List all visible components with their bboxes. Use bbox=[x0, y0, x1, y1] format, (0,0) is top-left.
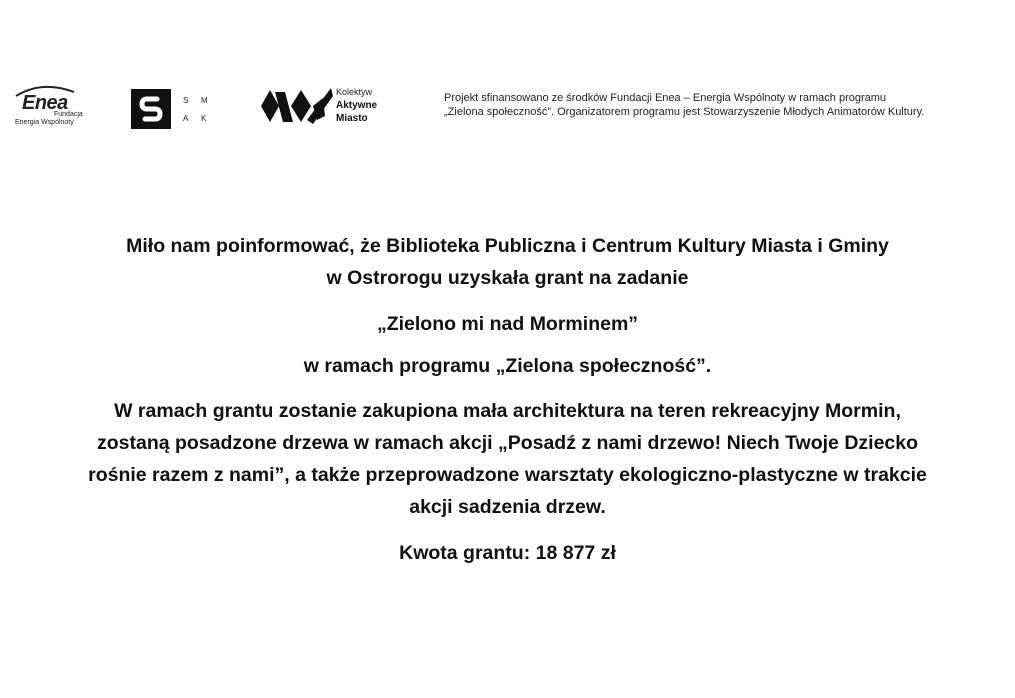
task-title bbox=[0, 308, 1015, 340]
grant-description bbox=[0, 395, 1015, 523]
kolektyw-text-1: Kolektyw bbox=[336, 87, 373, 97]
smak-letter-k: K bbox=[201, 114, 207, 123]
smak-logo bbox=[131, 89, 211, 129]
funding-line-2: „Zielona społeczność”. Organizatorem programu jest Stowarzyszenie Młodych Animatorów Kultury. bbox=[444, 106, 925, 118]
kolektyw-text-2: Aktywne bbox=[336, 100, 378, 111]
grant-amount bbox=[0, 537, 1015, 569]
enea-logo-text: Enea bbox=[22, 92, 68, 114]
desc-line-2: zostaną posadzone drzewa w ramach akcji „Posadź z nami drzewo! Niech Twoje Dziecko bbox=[96, 432, 919, 454]
kolektyw-text-3: Miasto bbox=[336, 113, 368, 124]
desc-line-3: rośnie razem z nami”, a także przeprowadzone warsztaty ekologiczno-plastyczne w trakcie bbox=[88, 464, 927, 486]
intro-line-1: Miło nam poinformować, że Biblioteka Publiczna i Centrum Kultury Miasta i Gminy bbox=[126, 235, 889, 257]
intro-line-2: w Ostrorogu uzyskała grant na zadanie bbox=[326, 267, 689, 289]
funding-statement bbox=[444, 91, 924, 119]
program-line bbox=[0, 350, 1015, 382]
kolektyw-mark-icon bbox=[261, 86, 335, 128]
enea-subtitle-2: Energia Wspólnoty bbox=[15, 119, 74, 126]
smak-s-icon bbox=[131, 89, 171, 129]
program-text: w ramach programu „Zielona społeczność”. bbox=[303, 355, 712, 377]
smak-letter-s: S bbox=[183, 96, 189, 105]
desc-line-4: akcji sadzenia drzew. bbox=[409, 496, 606, 518]
funding-line-1: Projekt sfinansowano ze środków Fundacji Enea – Energia Wspólnoty w ramach programu bbox=[444, 92, 887, 104]
enea-logo bbox=[10, 84, 82, 130]
enea-subtitle-1: Fundacja bbox=[54, 111, 83, 118]
task-title-text: „Zielono mi nad Morminem” bbox=[376, 313, 639, 335]
smak-logo-mark bbox=[131, 89, 171, 129]
announcement-intro bbox=[0, 230, 1015, 294]
smak-letter-m: M bbox=[201, 96, 208, 105]
desc-line-1: W ramach grantu zostanie zakupiona mała architektura na teren rekreacyjny Mormin, bbox=[114, 400, 901, 422]
smak-letter-a: A bbox=[183, 114, 189, 123]
grant-amount-text: Kwota grantu: 18 877 zł bbox=[399, 542, 616, 564]
kolektyw-logo bbox=[261, 86, 391, 128]
